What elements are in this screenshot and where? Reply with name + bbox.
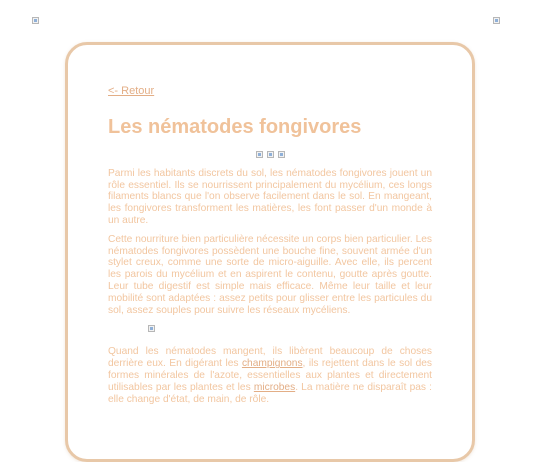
broken-image-icon: [493, 17, 500, 24]
broken-image-icon: [32, 17, 39, 24]
back-link[interactable]: <- Retour: [108, 85, 155, 97]
icon-row: [108, 151, 432, 160]
broken-image-icon: [256, 151, 263, 158]
broken-image-icon: [148, 325, 155, 332]
microbes-link[interactable]: microbes: [253, 381, 296, 393]
page-title: Les nématodes fongivores: [108, 115, 362, 138]
inline-image: [108, 325, 432, 339]
paragraph-intro: Parmi les habitants discrets du sol, les nématodes fongivores jouent un rôle essentiel. Ils se nourrissent principalement du mycélium, ces longs filaments blancs que l'on observe facilement dans le sol. En mangeant, les fongivores transforment les matières, les font passer d'un monde à un autre.: [108, 167, 432, 226]
champignons-link[interactable]: champignons: [241, 358, 303, 370]
paragraph-nutrients: [108, 346, 432, 405]
paragraph-text: Quand les nématodes mangent, ils libèrent beaucoup de choses derrière eux. En digérant les: [108, 346, 432, 370]
broken-image-icon: [278, 151, 285, 158]
paragraph-text: , ils rejettent dans le sol des formes minérales de l'azote, essentielles aux plantes et directement utilisables par les plantes et les: [108, 358, 433, 393]
broken-image-icon: [267, 151, 274, 158]
article: [108, 86, 432, 405]
paragraph-text: . La matière ne disparaît pas : elle change d'état, de main, de rôle.: [108, 381, 432, 405]
paragraph-anatomy: Cette nourriture bien particulière nécessite un corps bien particulier. Les nématodes fongivores possèdent une bouche fine, souvent armée d'un stylet creux, comme une sorte de micro-aiguille. Avec elle, ils percent les parois du mycélium et en aspirent le contenu, goutte après goutte. Leur tube digestif est simple mais efficace. Même leur taille et leur mobilité sont adaptées : assez petits pour glisser entre les particules du sol, assez souples pour suivre les réseaux mycéliens.: [108, 233, 432, 316]
